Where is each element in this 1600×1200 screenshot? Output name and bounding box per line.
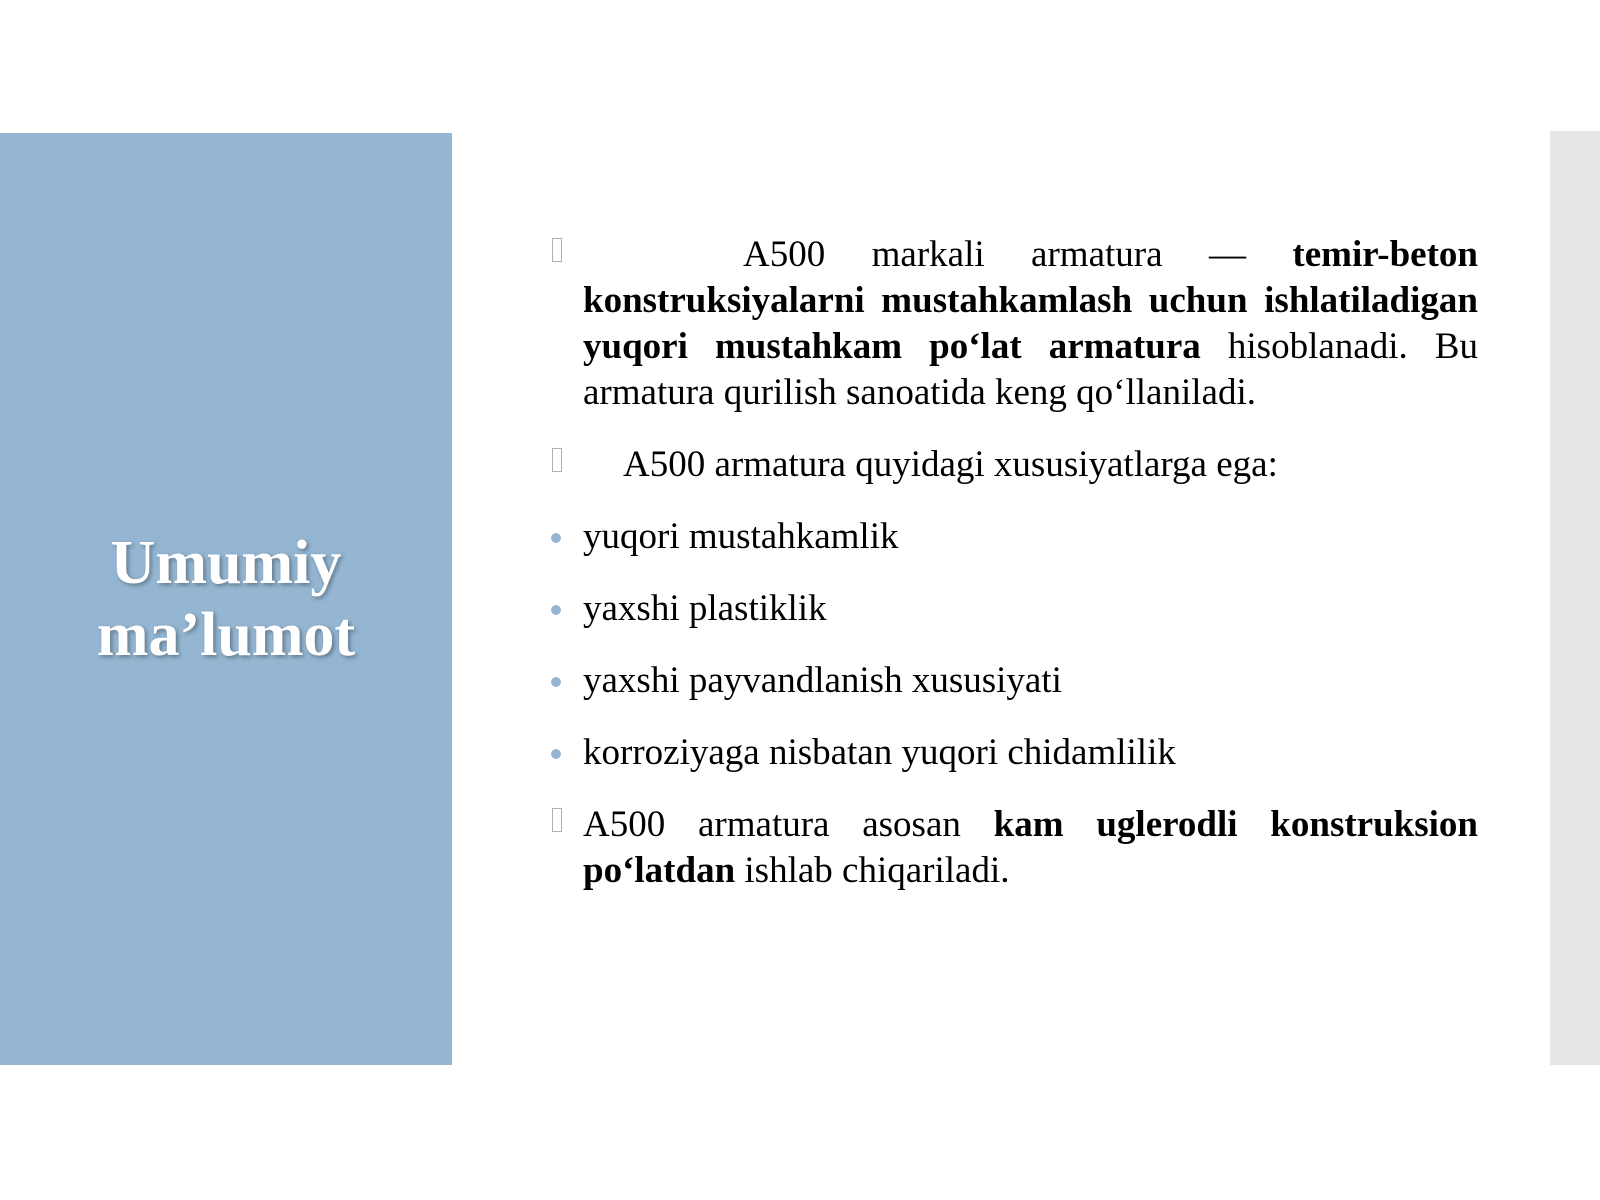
box-bullet-icon xyxy=(552,448,562,472)
intro-paragraph xyxy=(550,232,1478,416)
material-text-1: A500 armatura asosan xyxy=(583,804,994,845)
intro-text-bold: temir-beton konstruksiyalarni mustahkamlash uchun ishlatiladigan yuqori mustahkam po‘lat armatura xyxy=(583,234,1478,367)
list-item xyxy=(550,730,1478,776)
list-item xyxy=(550,586,1478,632)
properties-heading xyxy=(550,442,1478,488)
box-bullet-icon xyxy=(552,238,562,262)
property-text: yaxshi plastiklik xyxy=(583,588,827,629)
list-item xyxy=(550,658,1478,704)
material-paragraph xyxy=(550,802,1478,894)
material-text-2: ishlab chiqariladi. xyxy=(735,850,1010,891)
property-text: korroziyaga nisbatan yuqori chidamlilik xyxy=(583,732,1176,773)
property-text: yaxshi payvandlanish xususiyati xyxy=(583,660,1062,701)
intro-text-2: hisoblanadi. Bu armatura qurilish sanoatida keng qo‘llaniladi. xyxy=(583,326,1478,413)
properties-heading-text: A500 armatura quyidagi xususiyatlarga ega: xyxy=(623,444,1278,485)
dot-bullet-icon xyxy=(551,749,561,759)
right-decoration-strip xyxy=(1550,131,1600,1065)
box-bullet-icon xyxy=(552,808,562,832)
property-text: yuqori mustahkamlik xyxy=(583,516,899,557)
content-body xyxy=(550,232,1478,920)
slide-title: Umumiy ma’lumot xyxy=(96,529,356,669)
dot-bullet-icon xyxy=(551,533,561,543)
list-item xyxy=(550,514,1478,560)
intro-text-1: A500 markali armatura — xyxy=(743,234,1293,275)
material-text-bold: kam uglerodli konstruksion po‘latdan xyxy=(583,804,1479,891)
dot-bullet-icon xyxy=(551,677,561,687)
dot-bullet-icon xyxy=(551,605,561,615)
